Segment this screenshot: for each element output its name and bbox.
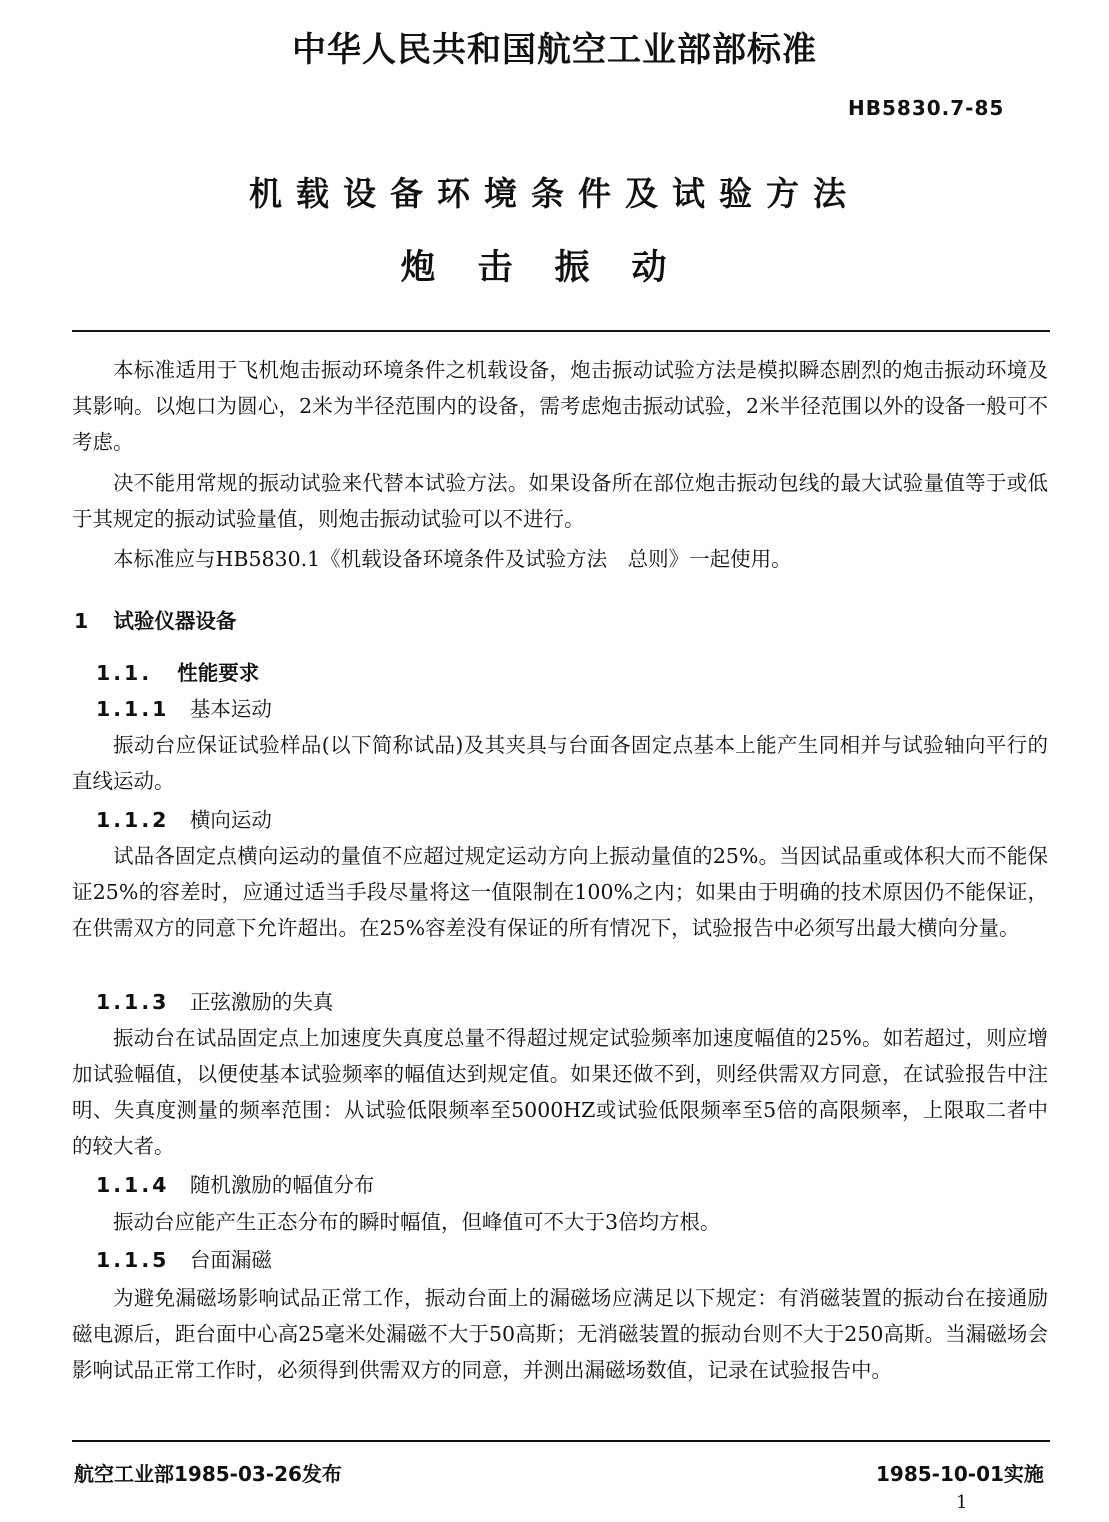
clause-title: 正弦激励的失真 bbox=[189, 990, 334, 1014]
clause-number: 1.1.2 bbox=[96, 808, 170, 832]
document-title: 机载设备环境条件及试验方法 bbox=[249, 174, 860, 213]
subsection-number: 1.1. bbox=[96, 661, 153, 685]
clause-title: 横向运动 bbox=[189, 808, 272, 832]
footer-rule bbox=[72, 1440, 1050, 1442]
clause-heading bbox=[96, 1243, 272, 1273]
title-rule bbox=[72, 330, 1050, 332]
intro-paragraph: 决不能用常规的振动试验来代替本试验方法。如果设备所在部位炮击振动包线的最大试验量值等于或低于其规定的振动试验量值，则炮击振动试验可以不进行。 bbox=[72, 471, 1048, 531]
clause-text: 为避免漏磁场影响试品正常工作，振动台面上的漏磁场应满足以下规定：有消磁装置的振动台在接通励磁电源后，距台面中心高25毫米处漏磁不大于50高斯；无消磁装置的振动台则不大于250高斯。当漏磁场会影响试品正常工作时，必须得到供需双方的同意，并测出漏磁场数值，记录在试验报告中。 bbox=[72, 1286, 1048, 1382]
intro-paragraph: 本标准适用于飞机炮击振动环境条件之机载设备，炮击振动试验方法是模拟瞬态剧烈的炮击振动环境及其影响。以炮口为圆心，2米为半径范围内的设备，需考虑炮击振动试验，2米半径范围以外的设备一般可不考虑。 bbox=[72, 358, 1048, 454]
section-heading bbox=[74, 604, 236, 634]
clause-heading bbox=[96, 692, 272, 722]
page-number: 1 bbox=[956, 1492, 968, 1513]
issuer-heading: 中华人民共和国航空工业部部标准 bbox=[292, 30, 817, 70]
clause-text: 振动台在试品固定点上加速度失真度总量不得超过规定试验频率加速度幅值的25%。如若超过，则应增加试验幅值，以便使基本试验频率的幅值达到规定值。如果还做不到，则经供需双方同意，在试验报告中注明、失真度测量的频率范围：从试验低限频率至5000HZ或试验低限频率至5倍的高限频率，上限取二者中的较大者。 bbox=[72, 1026, 1048, 1158]
clause-number: 1.1.4 bbox=[96, 1173, 170, 1197]
clause-text: 振动台应保证试验样品(以下简称试品)及其夹具与台面各固定点基本上能产生同相并与试验轴向平行的直线运动。 bbox=[72, 733, 1048, 793]
intro-paragraph: 本标准应与HB5830.1《机载设备环境条件及试验方法 总则》一起使用。 bbox=[113, 547, 792, 571]
clause-title: 随机激励的幅值分布 bbox=[189, 1173, 375, 1197]
section-number: 1 bbox=[74, 609, 89, 633]
effective-date: 1985-10-01实施 bbox=[876, 1462, 1044, 1486]
clause-text: 振动台应能产生正态分布的瞬时幅值，但峰值可不大于3倍均方根。 bbox=[113, 1210, 721, 1234]
issue-date: 航空工业部1985-03-26发布 bbox=[74, 1462, 342, 1486]
clause-number: 1.1.1 bbox=[96, 697, 170, 721]
clause-title: 台面漏磁 bbox=[189, 1248, 272, 1272]
clause-text: 试品各固定点横向运动的量值不应超过规定运动方向上振动量值的25%。当因试品重或体积大而不能保证25%的容差时，应通过适当手段尽量将这一值限制在100%之内；如果由于明确的技术原因仍不能保证，在供需双方的同意下允许超出。在25%容差没有保证的所有情况下，试验报告中必须写出最大横向分量。 bbox=[72, 844, 1048, 940]
clause-number: 1.1.5 bbox=[96, 1248, 170, 1272]
subsection-title: 性能要求 bbox=[177, 661, 260, 685]
clause-heading bbox=[96, 803, 272, 833]
standard-code: HB5830.7-85 bbox=[848, 96, 1005, 120]
clause-heading bbox=[96, 1168, 374, 1198]
clause-heading bbox=[96, 985, 333, 1015]
clause-number: 1.1.3 bbox=[96, 990, 170, 1014]
clause-title: 基本运动 bbox=[189, 697, 272, 721]
section-title: 试验仪器设备 bbox=[113, 609, 237, 633]
document-subtitle: 炮击振动 bbox=[400, 248, 709, 288]
subsection-heading bbox=[96, 656, 259, 686]
